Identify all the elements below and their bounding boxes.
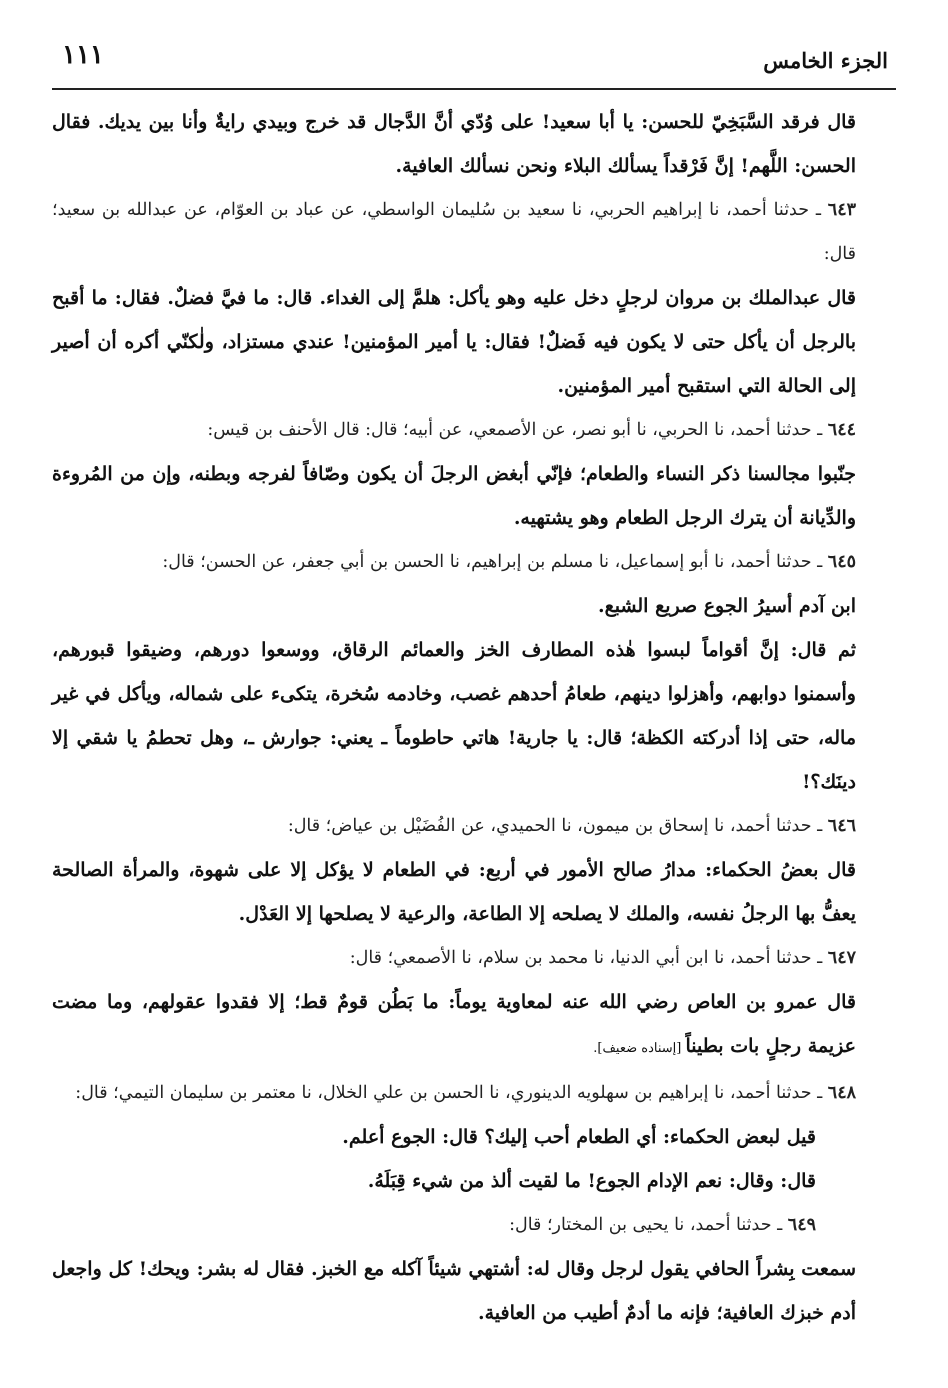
paragraph-text: جنّبوا مجالسنا ذكر النساء والطعام؛ فإنّي أبغض الرجلَ أن يكون وصّافاً لفرجه وبطنه، وإن من المُروءة والدِّيانة أن يترك الرجل الطعام وهو يشتهيه. [52,463,856,529]
narration-paragraph [52,804,896,848]
narration-paragraph [52,188,896,276]
paragraph-text: قال بعضُ الحكماء: مدارُ صالح الأمور في أربع: في الطعام لا يؤكل إلا على شهوة، والمرأة الصالحة يعفُّ بها الرجلُ نفسه، والملك لا يصلحه إلا الطاعة، والرعية لا يصلحها إلا العَدْل. [52,859,856,925]
hadith-number: ٦٤٤ [827,420,856,440]
paragraph-text: ـ حدثنا أحمد، نا ابن أبي الدنيا، نا محمد بن سلام، نا الأصمعي؛ قال: [349,948,828,968]
page-body [52,100,896,1335]
quote-paragraph [52,848,896,936]
narration-paragraph [52,540,896,584]
paragraph-text: ـ حدثنا أحمد، نا الحربي، نا أبو نصر، عن الأصمعي، عن أبيه؛ قال: قال الأحنف بن قيس: [207,420,828,440]
narration-paragraph [52,1071,896,1115]
page-header [52,36,896,90]
quote-paragraph [52,584,896,628]
quote-paragraph [52,452,896,540]
paragraph-text: قيل لبعض الحكماء: أي الطعام أحب إليك؟ قال: الجوع أعلم. [342,1126,816,1148]
part-title: الجزء الخامس [763,48,888,73]
narration-paragraph [52,408,896,452]
paragraph-text: قال فرقد السَّبَخِيّ للحسن: يا أبا سعيد! على وُدّي أنَّ الدَّجال قد خرج وبيدي رايةٌ وأنا بين يديك. فقال الحسن: اللَّهم! إنَّ فَرْقداً يسألك البلاء ونحن نسألك العافية. [52,111,856,177]
quote-paragraph [52,980,896,1071]
quote-paragraph [52,1115,896,1159]
quote-paragraph [52,1247,896,1335]
hadith-number: ٦٤٦ [827,816,856,836]
hadith-number: ٦٤٩ [787,1215,816,1235]
paragraph-text: ـ حدثنا أحمد، نا إسحاق بن ميمون، نا الحميدي، عن الفُضَيْل بن عياض؛ قال: [287,816,828,836]
hadith-number: ٦٤٣ [827,200,856,220]
paragraph-text: قال: وقال: نعم الإدام الجوع! ما لقيت ألذ من شيء قِبَلَهُ. [367,1170,816,1192]
hadith-number: ٦٤٥ [827,552,856,572]
hadith-number: ٦٤٧ [827,948,856,968]
quote-paragraph [52,276,896,408]
hadith-number: ٦٤٨ [827,1083,856,1103]
paragraph-text: قال عمرو بن العاص رضي الله عنه لمعاوية يوماً: ما بَطُن قومٌ قط؛ إلا فقدوا عقولهم، وما مضت عزيمة رجلٍ بات بطيناً [52,991,856,1057]
paragraph-text: قال عبدالملك بن مروان لرجلٍ دخل عليه وهو يأكل: هلمَّ إلى الغداء. قال: ما فيَّ فضلٌ. فقال: ما أقبح بالرجل أن يأكل حتى لا يكون فيه فَضلٌ! فقال: يا أمير المؤمنين! عندي مستزاد، ولٰكنّي أكره أن أصير إلى الحالة التي استقبح أمير المؤمنين. [52,287,856,397]
paragraph-text: ثم قال: إنَّ أقواماً لبسوا هٰذه المطارف الخز والعمائم الرقاق، ووسعوا دورهم، وضيقوا قبورهم، وأسمنوا دوابهم، وأهزلوا دينهم، طعامُ أحدهم غصب، وخادمه سُخرة، يتكىء على شماله، ويأكل في غير ماله، حتى إذا أدركته الكظة؛ قال: يا جارية! هاتي حاطوماً ـ يعني: جوارش ـ، وهل تحطمُ يا شقي إلا دينَك؟! [52,639,856,793]
quote-paragraph [52,628,896,804]
paragraph-text: ـ حدثنا أحمد، نا يحيى بن المختار؛ قال: [509,1215,788,1235]
paragraph-text: ابن آدم أسيرُ الجوع صريع الشبع. [597,595,856,617]
narration-paragraph [52,936,896,980]
paragraph-text: ـ حدثنا أحمد، نا إبراهيم الحربي، نا سعيد بن سُليمان الواسطي، عن عباد بن العوّام، عن عبدالله بن سعيد؛ قال: [52,200,856,264]
page-number: ١١١ [62,40,104,70]
quote-paragraph [52,100,896,188]
paragraph-text: ـ حدثنا أحمد، نا إبراهيم بن سهلويه الدينوري، نا الحسن بن علي الخلال، نا معتمر بن سليمان التيمي؛ قال: [75,1083,828,1103]
narration-paragraph [52,1203,896,1247]
isnad-note: [إسناده ضعيف]. [593,1041,686,1056]
quote-paragraph [52,1159,896,1203]
paragraph-text: ـ حدثنا أحمد، نا أبو إسماعيل، نا مسلم بن إبراهيم، نا الحسن بن أبي جعفر، عن الحسن؛ قال: [162,552,828,572]
paragraph-text: سمعت بِشراً الحافي يقول لرجل وقال له: أشتهي شيئاً آكله مع الخبز. فقال له بشر: ويحك! كل واجعل أدم خبزك العافية؛ فإنه ما أدمٌ أطيب من العافية. [52,1258,856,1324]
